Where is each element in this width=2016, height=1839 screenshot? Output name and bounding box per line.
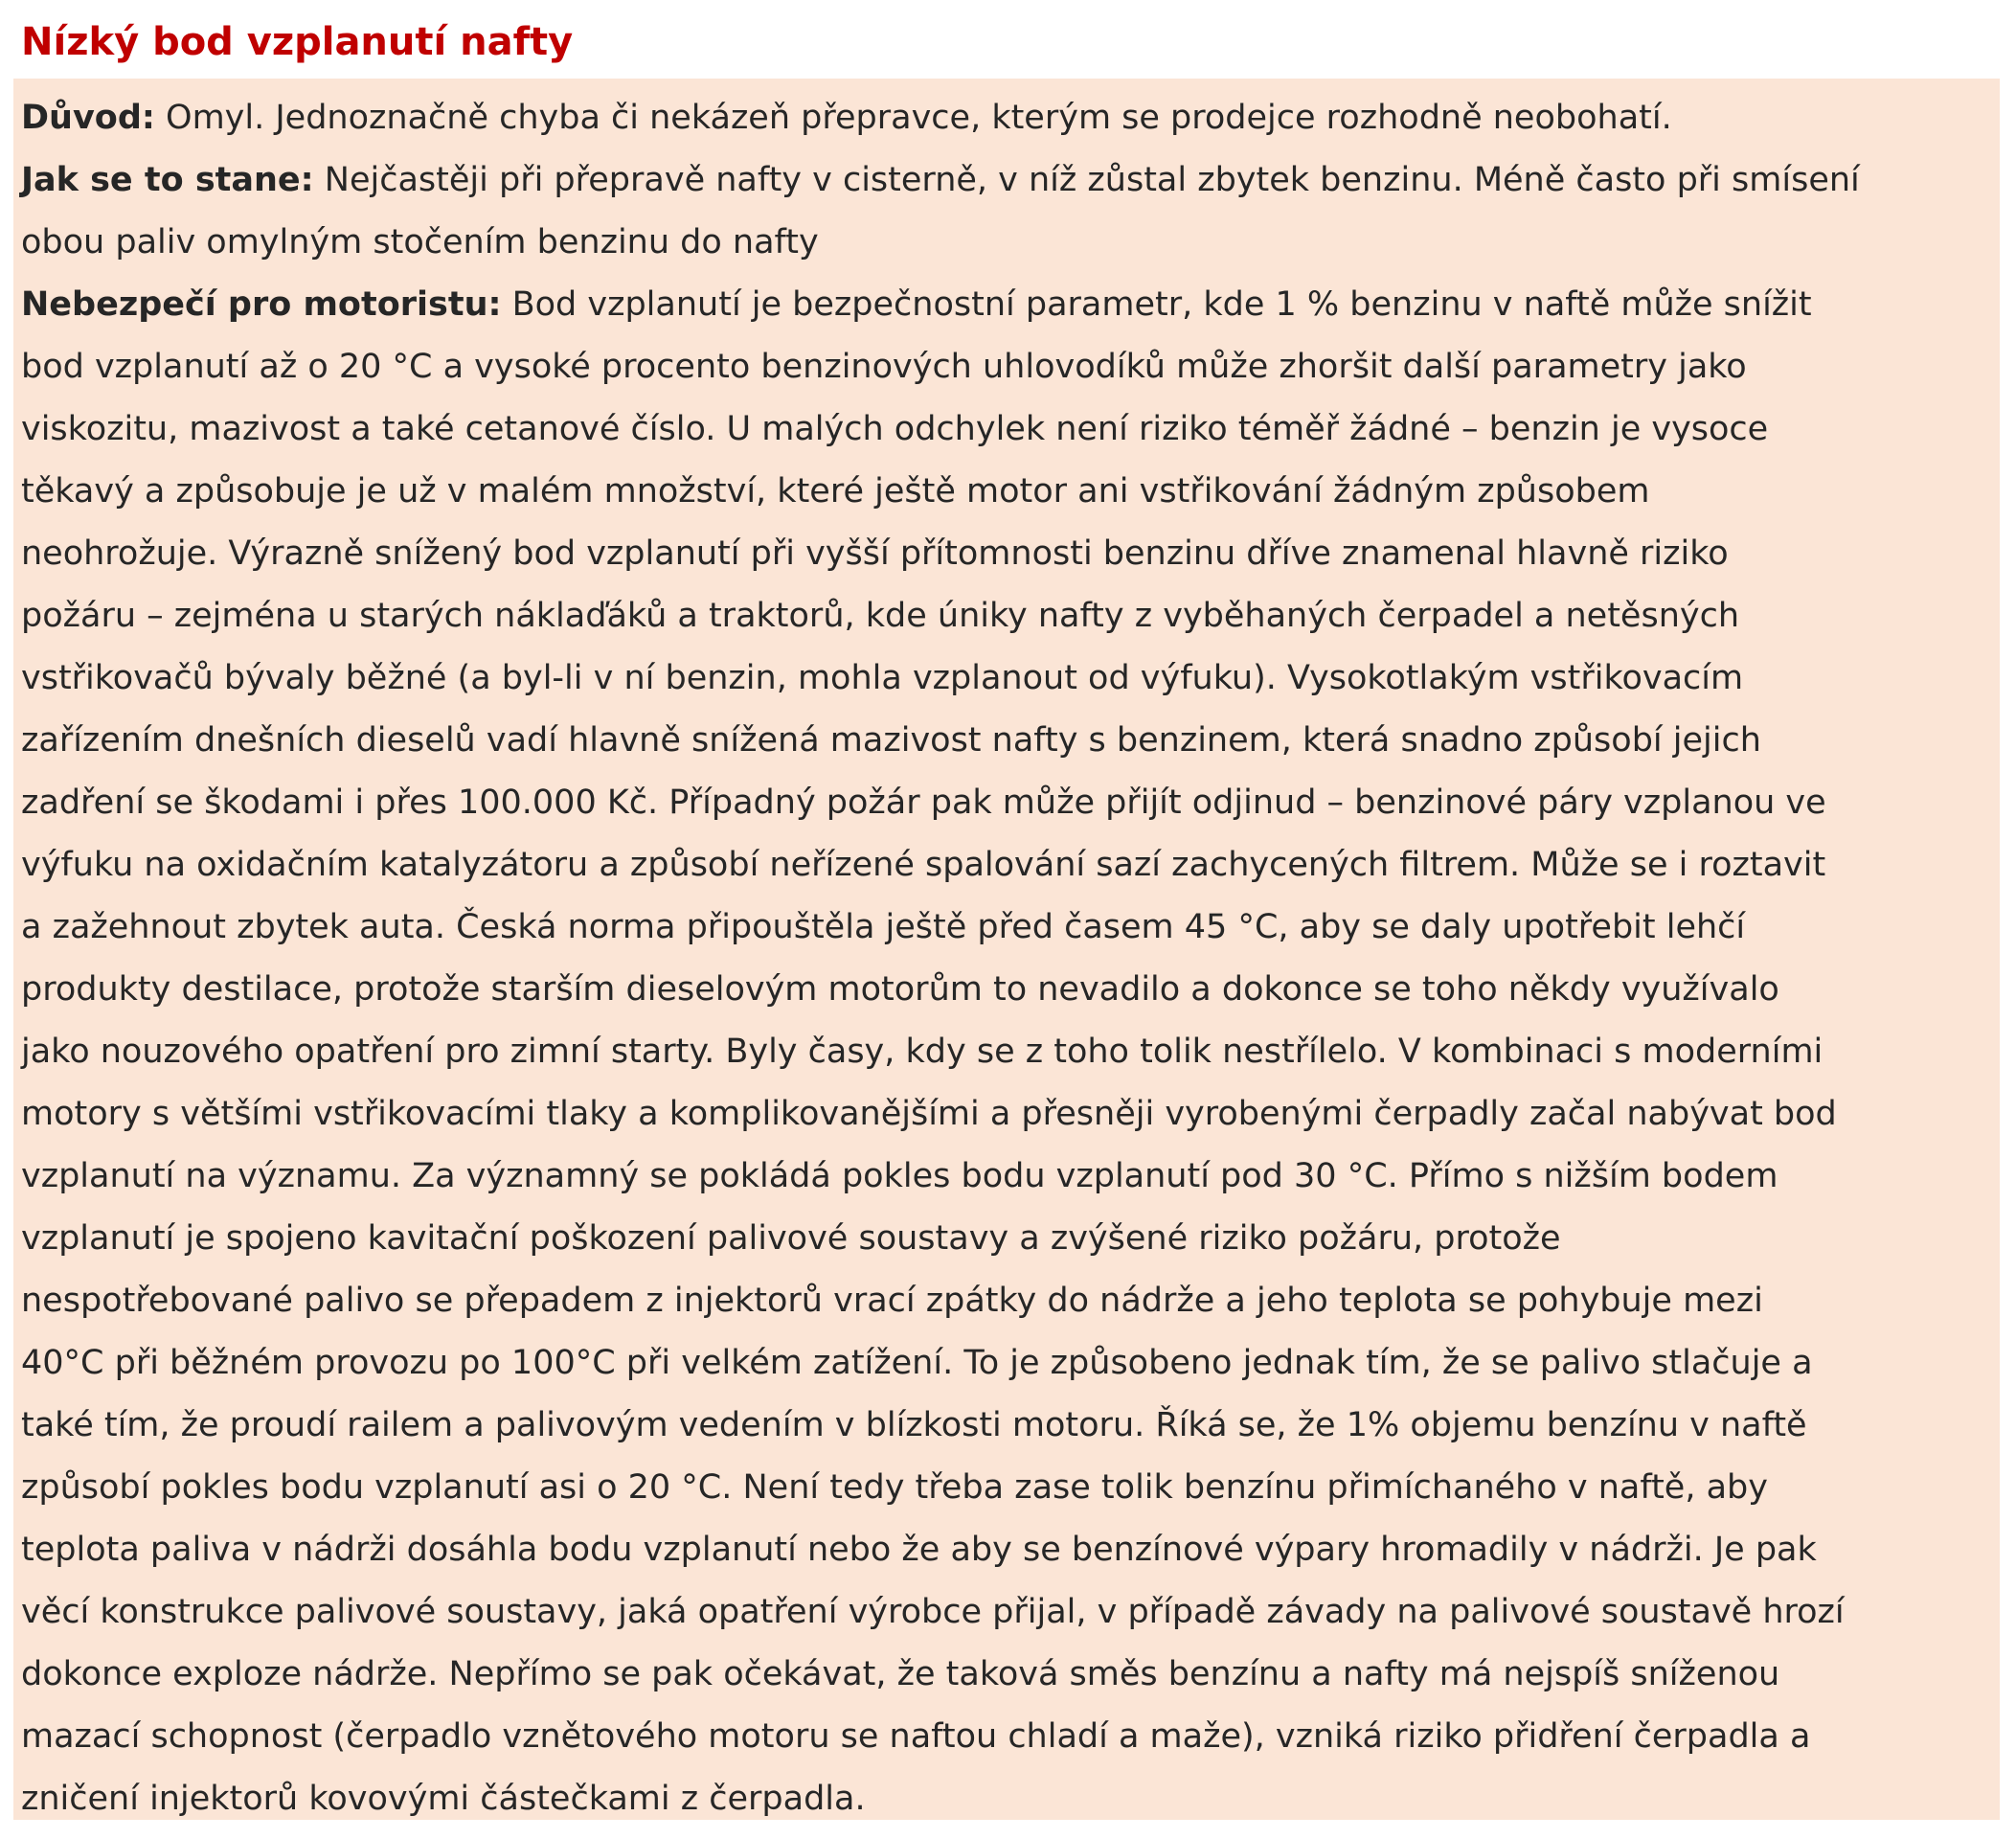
- danger-line: vstřikovačů bývaly běžné (a byl-li v ní benzin, mohla vzplanout od výfuku). Vysokotlakým vstřikovacím: [21, 659, 1744, 697]
- danger-line: požáru – zejména u starých náklaďáků a traktorů, kde úniky nafty z vyběhaných čerpadel a netěsných: [21, 597, 1740, 635]
- danger-line: teplota paliva v nádrži dosáhla bodu vzplanutí nebo že aby se benzínové výpary hromadily v nádrži. Je pak: [21, 1531, 1817, 1569]
- danger-line: dokonce exploze nádrže. Nepřímo se pak očekávat, že taková směs benzínu a nafty má nejspíš sníženou: [21, 1655, 1780, 1693]
- danger-line: jako nouzového opatření pro zimní starty. Byly časy, kdy se z toho tolik nestřílelo. V kombinaci s moderními: [21, 1033, 1823, 1071]
- how-label: Jak se to stane:: [21, 161, 314, 199]
- danger-line: způsobí pokles bodu vzplanutí asi o 20 °C. Není tedy třeba zase tolik benzínu přimíchaného v naftě, aby: [21, 1468, 1768, 1507]
- how-text-1: Nejčastěji při přepravě nafty v cisterně, v níž zůstal zbytek benzinu. Méně často při smísení: [313, 161, 1860, 199]
- danger-line: vzplanutí na významu. Za významný se pokládá pokles bodu vzplanutí pod 30 °C. Přímo s nižším bodem: [21, 1157, 1778, 1195]
- danger-line: produkty destilace, protože starším dieselovým motorům to nevadilo a dokonce se toho někdy využívalo: [21, 970, 1779, 1009]
- danger-paragraph: [21, 336, 1860, 1830]
- danger-line: zadření se škodami i přes 100.000 Kč. Případný požár pak může přijít odjinud – benzinové páry vzplanou ve: [21, 783, 1826, 822]
- danger-text-1: Bod vzplanutí je bezpečnostní parametr, kde 1 % benzinu v naftě může snížit: [501, 285, 1812, 324]
- panel-text: [21, 87, 1860, 1830]
- danger-line: a zažehnout zbytek auta. Česká norma připouštěla ještě před časem 45 °C, aby se daly upotřebit lehčí: [21, 908, 1746, 946]
- document-title: Nízký bod vzplanutí nafty: [21, 20, 574, 64]
- danger-line: nespotřebované palivo se přepadem z injektorů vrací zpátky do nádrže a jeho teplota se pohybuje mezi: [21, 1282, 1763, 1320]
- how-line-1: [21, 149, 1860, 212]
- danger-line: 40°C při běžném provozu po 100°C při velkém zatížení. To je způsobeno jednak tím, že se palivo stlačuje a: [21, 1344, 1813, 1382]
- danger-line: motory s většími vstřikovacími tlaky a komplikovanějšími a přesněji vyrobenými čerpadly začal nabývat bod: [21, 1095, 1837, 1133]
- danger-line: také tím, že proudí railem a palivovým vedením v blízkosti motoru. Říká se, že 1% objemu benzínu v naftě: [21, 1406, 1807, 1444]
- reason-text: Omyl. Jednoznačně chyba či nekázeň přepravce, kterým se prodejce rozhodně neobohatí.: [154, 99, 1672, 137]
- danger-line: vzplanutí je spojeno kavitační poškození palivové soustavy a zvýšené riziko požáru, protože: [21, 1219, 1561, 1258]
- danger-line: zničení injektorů kovovými částečkami z čerpadla.: [21, 1780, 866, 1818]
- danger-label: Nebezpečí pro motoristu:: [21, 285, 502, 324]
- danger-line: věcí konstrukce palivové soustavy, jaká opatření výrobce přijal, v případě závady na palivové soustavě hrozí: [21, 1593, 1845, 1631]
- danger-line-1: [21, 274, 1860, 336]
- danger-line: mazací schopnost (čerpadlo vznětového motoru se naftou chladí a maže), vzniká riziko přidření čerpadla a: [21, 1717, 1811, 1756]
- danger-line: zařízením dnešních dieselů vadí hlavně snížená mazivost nafty s benzinem, která snadno způsobí jejich: [21, 721, 1761, 760]
- reason-label: Důvod:: [21, 99, 155, 137]
- danger-line: viskozitu, mazivost a také cetanové číslo. U malých odchylek není riziko téměř žádné – benzin je vysoce: [21, 410, 1769, 448]
- danger-line: těkavý a způsobuje je už v malém množství, které ještě motor ani vstřikování žádným způsobem: [21, 472, 1650, 511]
- how-line-2: obou paliv omylným stočením benzinu do nafty: [21, 223, 819, 261]
- reason-line: [21, 87, 1860, 149]
- danger-line: neohrožuje. Výrazně snížený bod vzplanutí při vyšší přítomnosti benzinu dříve znamenal hlavně riziko: [21, 534, 1729, 573]
- danger-line: bod vzplanutí až o 20 °C a vysoké procento benzinových uhlovodíků může zhoršit další parametry jako: [21, 348, 1747, 386]
- info-panel: [13, 79, 2000, 1820]
- danger-line: výfuku na oxidačním katalyzátoru a způsobí neřízené spalování sazí zachycených filtrem. Může se i roztavit: [21, 846, 1826, 884]
